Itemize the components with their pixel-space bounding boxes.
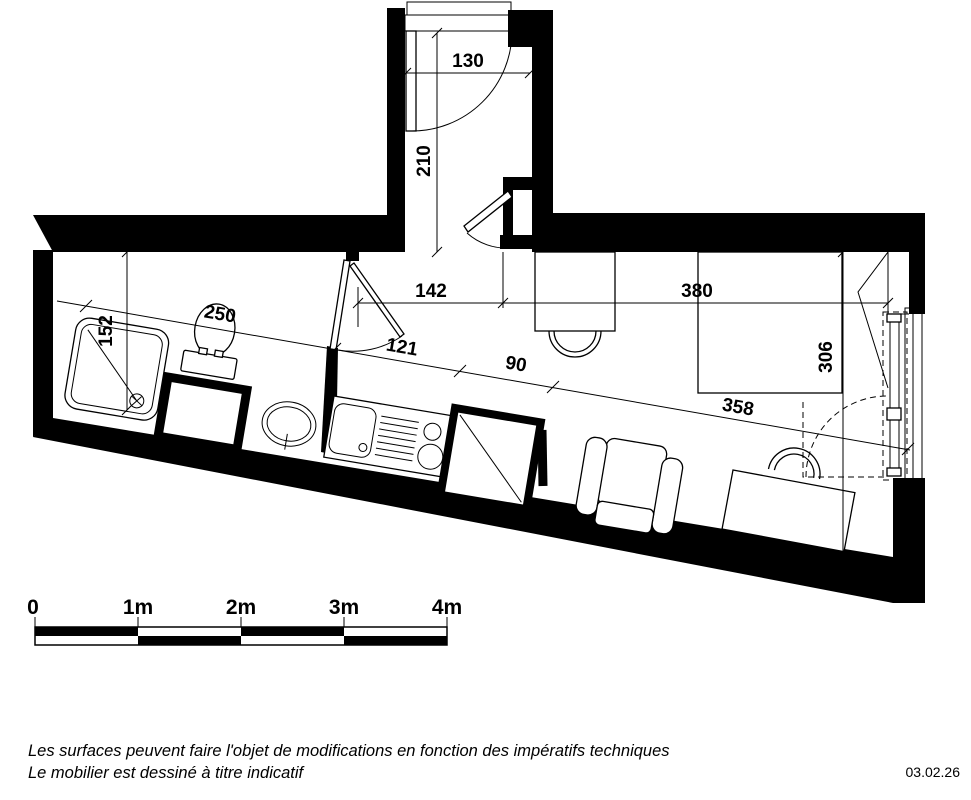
bathroom-cabinet <box>158 377 247 449</box>
dim-hall-span: 142 <box>415 281 447 302</box>
dim-room-span: 380 <box>681 281 713 302</box>
kitchen-unit <box>324 396 455 477</box>
wall-right-above-window <box>909 252 925 314</box>
window-handle <box>887 408 901 420</box>
scale-label-1m: 1m <box>122 596 154 619</box>
dim-room-depth: 306 <box>816 341 837 373</box>
scale-label-3m: 3m <box>328 596 360 619</box>
footer <box>28 742 960 782</box>
entry-door-leaf <box>406 31 416 131</box>
wall-partition-stub-top <box>346 248 359 261</box>
wall-top-left <box>33 215 405 252</box>
footer-note-1: Les surfaces peuvent faire l'objet de modifications en fonction des impératifs techniques <box>28 742 670 760</box>
entry-door-swing-arc <box>411 31 512 131</box>
entry-landing <box>407 2 511 15</box>
dim-entry-width: 130 <box>452 51 484 72</box>
dim-kitchen-a: 121 <box>384 334 420 361</box>
table-chair <box>549 331 601 357</box>
scale-label-2m: 2m <box>225 596 257 619</box>
washbasin <box>258 398 319 454</box>
dim-living-span: 358 <box>720 394 756 421</box>
dim-entry-depth: 210 <box>414 145 435 177</box>
wall-kitchen-stub <box>542 430 543 486</box>
window-open-leaf-dashed <box>803 402 886 477</box>
dim-kitchen-b: 90 <box>503 352 529 377</box>
wall-corridor-right <box>532 10 553 252</box>
wall-left <box>33 250 53 437</box>
window-recess-dashed <box>883 312 907 480</box>
wall-closet-top <box>503 177 533 190</box>
scale-bar <box>27 596 462 645</box>
scale-label-0: 0 <box>27 596 39 619</box>
toilet-cistern <box>181 350 238 380</box>
desk-chair <box>768 444 824 479</box>
wall-closet-bottom <box>500 235 533 249</box>
wall-top-right <box>553 213 925 252</box>
dim-bath-depth: 152 <box>96 315 117 347</box>
footer-note-2: Le mobilier est dessiné à titre indicatif <box>28 764 304 782</box>
window-casement-frame <box>890 318 899 474</box>
bathroom-partition <box>330 260 350 350</box>
washbasin-tap <box>285 434 288 450</box>
footer-date: 03.02.26 <box>905 764 960 780</box>
dim-bath-length: 250 <box>202 301 238 328</box>
entry-threshold <box>405 15 511 31</box>
scale-label-4m: 4m <box>431 596 463 619</box>
table <box>535 252 615 331</box>
wall-right-below-window <box>893 478 925 603</box>
fridge-shaft <box>440 408 540 509</box>
